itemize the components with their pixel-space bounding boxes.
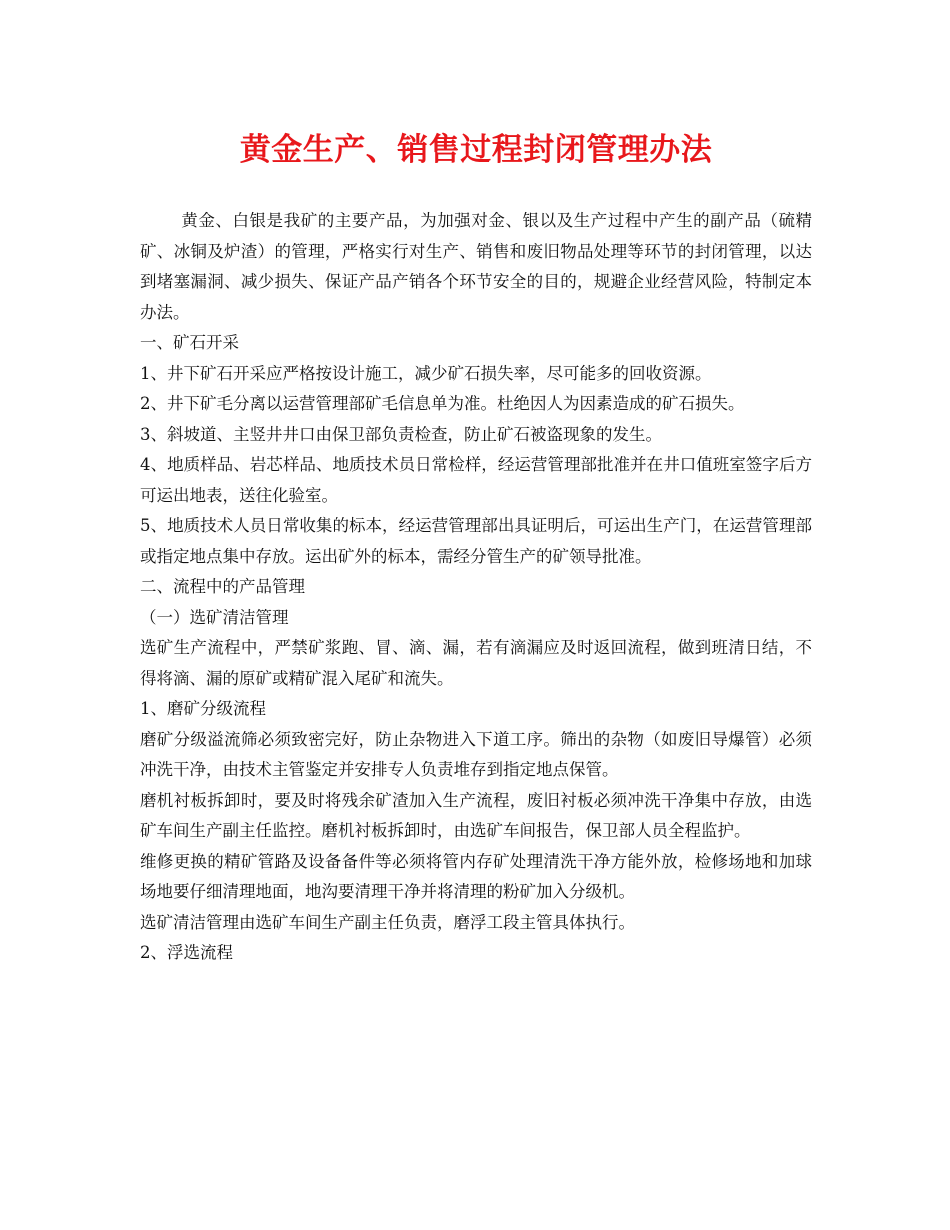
intro-paragraph: 黄金、白银是我矿的主要产品，为加强对金、银以及生产过程中产生的副产品（硫精矿、冰铜及炉渣）的管理，严格实行对生产、销售和废旧物品处理等环节的封闭管理，以达到堵塞漏洞、减少损失、保证产品产销各个环节安全的目的，规避企业经营风险，特制定本办法。 — [140, 211, 812, 322]
body-paragraph: 磨机衬板拆卸时，要及时将残余矿渣加入生产流程，废旧衬板必须冲洗干净集中存放，由选矿车间生产副主任监控。磨机衬板拆卸时，由选矿车间报告，保卫部人员全程监护。 — [140, 790, 812, 840]
list-item: 4、地质样品、岩芯样品、地质技术员日常检样，经运营管理部批准并在井口值班室签字后方可运出地表，送往化验室。 — [140, 455, 812, 505]
list-item: 2、井下矿毛分离以运营管理部矿毛信息单为准。杜绝因人为因素造成的矿石损失。 — [140, 394, 745, 413]
document-page — [140, 128, 812, 969]
list-item: 3、斜坡道、主竖井井口由保卫部负责检查，防止矿石被盗现象的发生。 — [140, 424, 662, 444]
list-item: 5、地质技术人员日常收集的标本，经运营管理部出具证明后，可运出生产门，在运营管理部或指定地点集中存放。运出矿外的标本，需经分管生产的矿领导批准。 — [140, 516, 812, 566]
document-title: 黄金生产、销售过程封闭管理办法 — [239, 132, 713, 168]
item-heading-flotation: 2、浮选流程 — [140, 943, 233, 962]
subsection-heading-cleaning: （一）选矿清洁管理 — [140, 607, 289, 627]
body-paragraph: 磨矿分级溢流筛必须致密完好，防止杂物进入下道工序。筛出的杂物（如废旧导爆管）必须冲洗干净，由技术主管鉴定并安排专人负责堆存到指定地点保管。 — [140, 729, 812, 779]
body-paragraph: 维修更换的精矿管路及设备备件等必须将管内存矿处理清洗干净方能外放，检修场地和加球场地要仔细清理地面，地沟要清理干净并将清理的粉矿加入分级机。 — [140, 851, 812, 901]
body-paragraph: 选矿清洁管理由选矿车间生产副主任负责，磨浮工段主管具体执行。 — [140, 912, 635, 932]
section-heading-process: 二、流程中的产品管理 — [140, 577, 305, 596]
body-paragraph: 选矿生产流程中，严禁矿浆跑、冒、滴、漏，若有滴漏应及时返回流程，做到班清日结，不得将滴、漏的原矿或精矿混入尾矿和流失。 — [140, 638, 812, 688]
section-heading-mining: 一、矿石开采 — [140, 333, 239, 352]
list-item: 1、井下矿石开采应严格按设计施工，减少矿石损失率，尽可能多的回收资源。 — [140, 363, 712, 383]
document-body — [140, 206, 812, 969]
item-heading-grinding: 1、磨矿分级流程 — [140, 699, 266, 718]
